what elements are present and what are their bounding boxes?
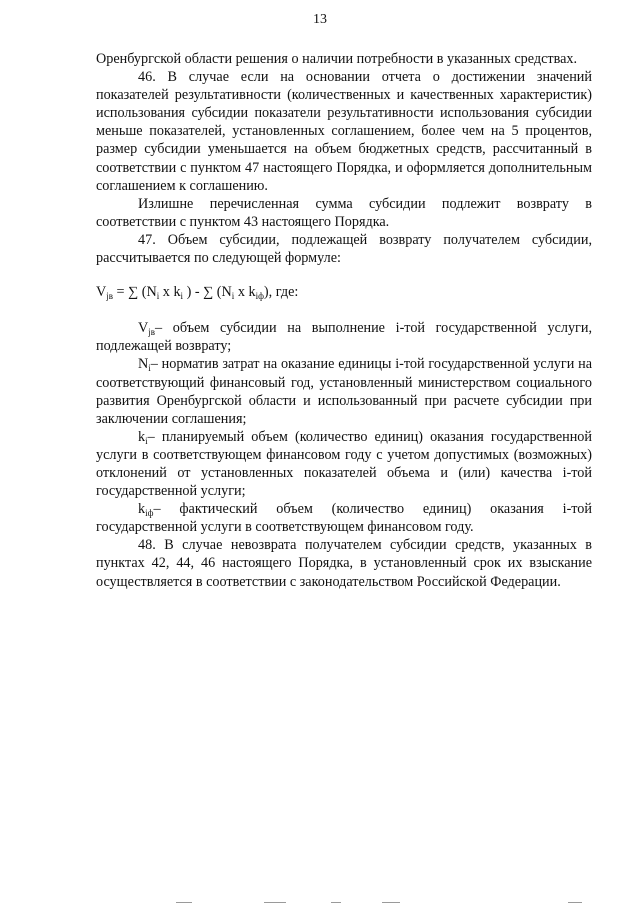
definition-k-symbol: k — [138, 428, 146, 445]
paragraph-46-return: Излишне перечисленная сумма субсидии подлежит возврату в соответствии с пунктом 43 настоящего Порядка. — [96, 195, 592, 230]
paragraph-continuation: Оренбургской области решения о наличии потребности в указанных средствах. — [96, 51, 578, 67]
formula-n1-sub: i — [156, 291, 160, 302]
formula-k2-sub: iф — [255, 291, 264, 302]
formula — [96, 283, 592, 301]
formula-mid: ) - ∑ (N — [183, 284, 232, 301]
paragraph-46: 46. В случае если на основании отчета о достижении значений показателей результативности (количественных и качественных характеристик) использования субсидии показатели результативности использования субсидии меньше показателей, установленных соглашением, более чем на 5 процентов, размер субсидии уменьшается на объем бюджетных средств, рассчитанный в соответствии с пунктом 47 настоящего Порядка, и оформляется дополнительным соглашением к соглашению. — [96, 69, 592, 194]
definition-n-sub: i — [148, 363, 151, 374]
formula-x2: x k — [234, 284, 256, 301]
scan-mark — [176, 902, 192, 903]
definition-v-text: – объем субсидии на выполнение i-той государственной услуги, подлежащей возврату; — [96, 320, 592, 355]
definition-n-symbol: N — [138, 356, 149, 373]
formula-tail: ), где: — [263, 284, 299, 301]
definition-v — [96, 319, 592, 355]
paragraph-47: 47. Объем субсидии, подлежащей возврату получателем субсидии, рассчитывается по следующей формуле: — [96, 231, 592, 267]
definition-kf-symbol: k — [138, 501, 146, 518]
scan-mark — [264, 902, 286, 903]
definition-kf-text: – фактический объем (количество единиц) оказания i-той государственной услуги в соответствующем финансовом году. — [96, 501, 592, 536]
formula-sum1: = ∑ (N — [113, 284, 157, 301]
formula-lhs-sub: jв — [106, 291, 113, 302]
formula-k1-sub: i — [180, 291, 184, 302]
scan-mark — [382, 902, 400, 903]
definition-n — [96, 355, 592, 427]
definition-n-text: – норматив затрат на оказание единицы i-той государственной услуги на соответствующий финансовый год, установленный министерством социального развития Оренбургской области и использованный при расчете субсидии при заключении соглашения; — [96, 356, 592, 427]
formula-n2-sub: i — [231, 291, 235, 302]
definition-kf — [96, 500, 592, 536]
scan-mark — [331, 902, 341, 903]
definition-k-sub: i — [145, 435, 148, 446]
definition-kf-sub: iф — [145, 508, 154, 519]
definition-v-symbol: V — [138, 320, 149, 337]
definition-v-sub: jв — [148, 327, 155, 338]
definition-k — [96, 428, 592, 500]
document-body — [96, 50, 592, 591]
formula-x1: x k — [159, 284, 181, 301]
page-number: 13 — [313, 12, 327, 27]
definition-k-text: – планируемый объем (количество единиц) оказания государственной услуги в соответствующем финансовом году с учетом допустимых (возможных) отклонений от установленных показателей объема и (или) качества i-той государственной услуги; — [96, 428, 592, 500]
paragraph-48: 48. В случае невозврата получателем субсидии средств, указанных в пунктах 42, 44, 46 настоящего Порядка, в установленный срок их взыскание осуществляется в соответствии с законодательством Российской Федерации. — [96, 537, 592, 590]
footer-scan-marks — [0, 897, 640, 903]
scan-mark — [568, 902, 582, 903]
formula-lhs: V — [96, 284, 107, 301]
